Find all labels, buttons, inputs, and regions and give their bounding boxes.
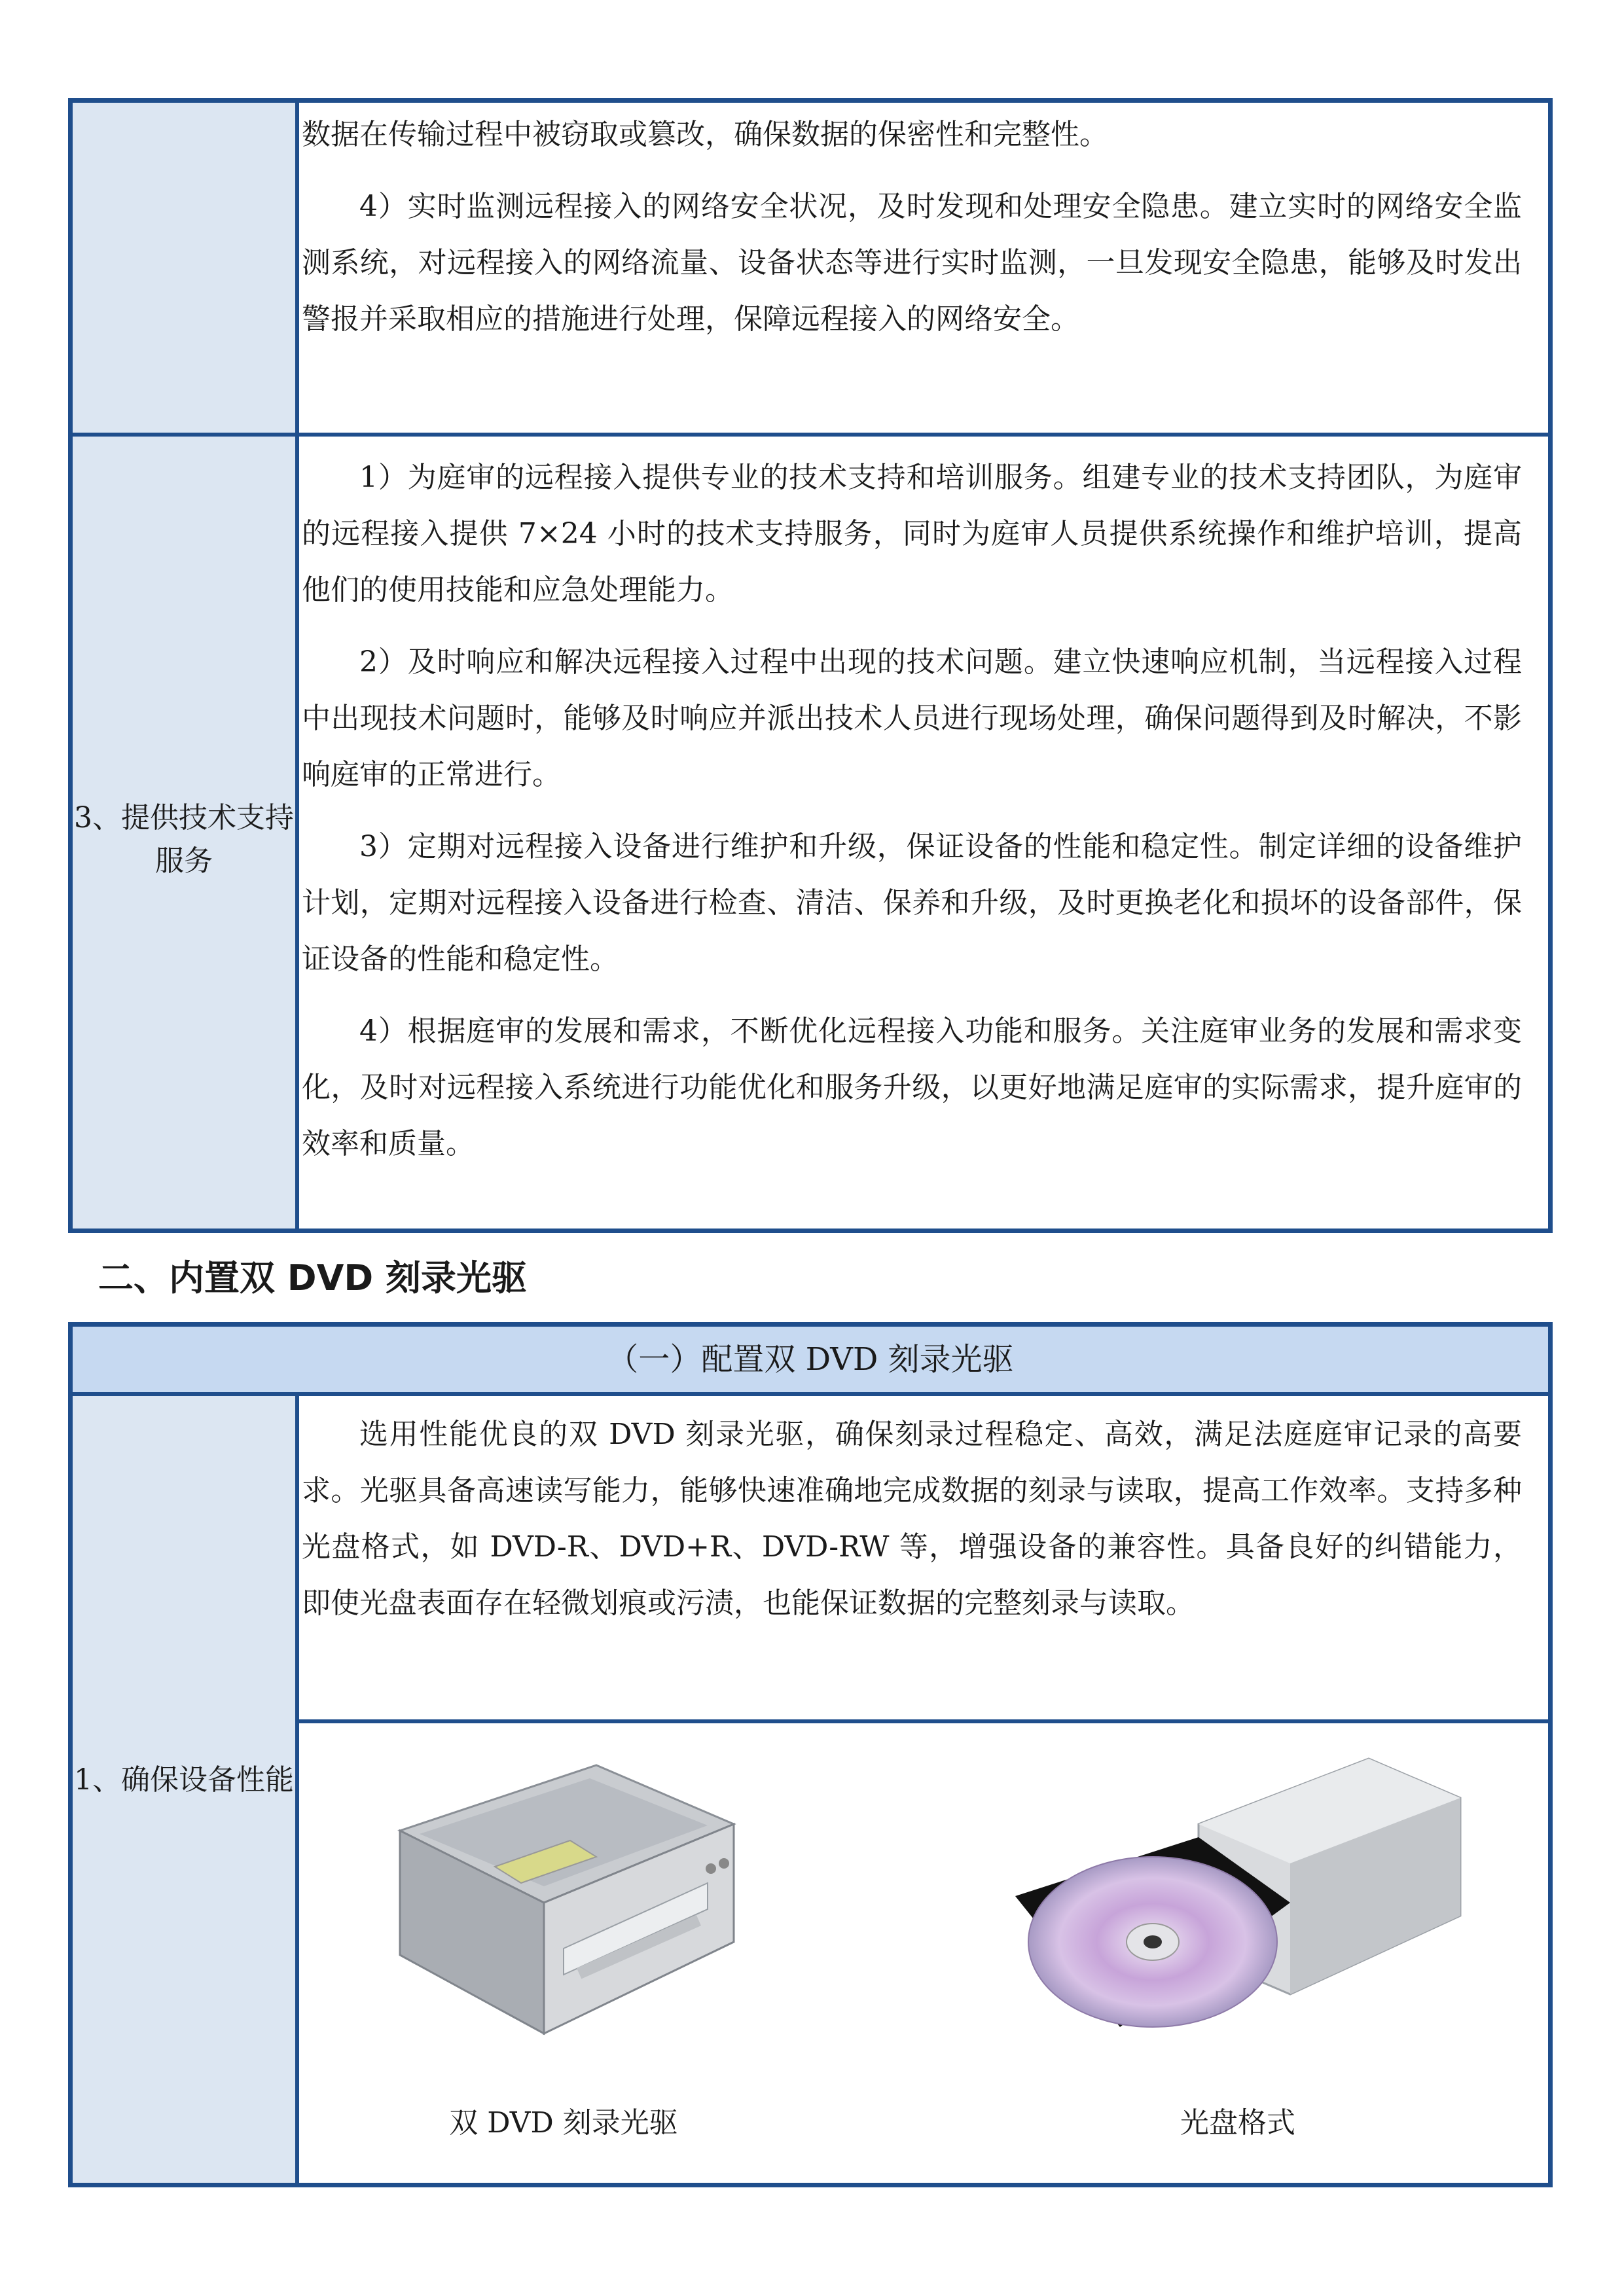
row1-content <box>302 107 1522 363</box>
row-content <box>302 1407 1522 1647</box>
paragraph: 选用性能优良的双 DVD 刻录光驱，确保刻录过程稳定、高效，满足法庭庭审记录的高要求。光驱具备高速读写能力，能够快速准确地完成数据的刻录与读取，提高工作效率。支持多种光盘格式，如 DVD-R、DVD+R、DVD-RW 等，增强设备的兼容性。具备良好的纠错能力，即使光盘表面存在轻微划痕或污渍，也能保证数据的完整刻录与读取。 <box>302 1418 1522 1620</box>
row2-content <box>302 450 1522 1188</box>
dvd-drive-table <box>68 1322 1553 2187</box>
table-header: （一）配置双 DVD 刻录光驱 <box>73 1327 1548 1392</box>
row-divider <box>73 433 1548 437</box>
paragraph: 1）为庭审的远程接入提供专业的技术支持和培训服务。组建专业的技术支持团队，为庭审的远程接入提供 7×24 小时的技术支持服务，同时为庭审人员提供系统操作和维护培训，提高他们的使用技能和应急处理能力。 <box>302 461 1522 607</box>
paragraph: 数据在传输过程中被窃取或篡改，确保数据的保密性和完整性。 <box>302 118 1108 151</box>
row-label-technical-support: 3、提供技术支持服务 <box>74 801 294 878</box>
image-caption: 双 DVD 刻录光驱 <box>449 2106 678 2140</box>
row-label-device-performance: 1、确保设备性能 <box>74 1763 294 1797</box>
section-heading: 二、内置双 DVD 刻录光驱 <box>98 1257 528 1299</box>
column-divider <box>295 1396 299 2183</box>
paragraph: 3）定期对远程接入设备进行维护和升级，保证设备的性能和稳定性。制定详细的设备维护计划，定期对远程接入设备进行检查、清洁、保养和升级，及时更换老化和损坏的设备部件，保证设备的性能和稳定性。 <box>302 830 1522 976</box>
row-label-cell <box>73 103 295 1229</box>
optical-disc-icon <box>1002 1746 1473 2060</box>
row-divider <box>299 1719 1548 1723</box>
paragraph: 4）根据庭审的发展和需求，不断优化远程接入功能和服务。关注庭审业务的发展和需求变化，及时对远程接入系统进行功能优化和服务升级，以更好地满足庭审的实际需求，提升庭审的效率和质量。 <box>302 1014 1522 1160</box>
dvd-drive-icon <box>380 1752 747 2040</box>
paragraph: 4）实时监测远程接入的网络安全状况，及时发现和处理安全隐患。建立实时的网络安全监测系统，对远程接入的网络流量、设备状态等进行实时监测，一旦发现安全隐患，能够及时发出警报并采取相应的措施进行处理，保障远程接入的网络安全。 <box>302 190 1522 336</box>
image-caption: 光盘格式 <box>1180 2106 1295 2140</box>
technical-support-table <box>68 98 1553 1233</box>
paragraph: 2）及时响应和解决远程接入过程中出现的技术问题。建立快速响应机制，当远程接入过程中出现技术问题时，能够及时响应并派出技术人员进行现场处理，确保问题得到及时解决，不影响庭审的正常进行。 <box>302 645 1522 791</box>
column-divider <box>295 103 299 1229</box>
